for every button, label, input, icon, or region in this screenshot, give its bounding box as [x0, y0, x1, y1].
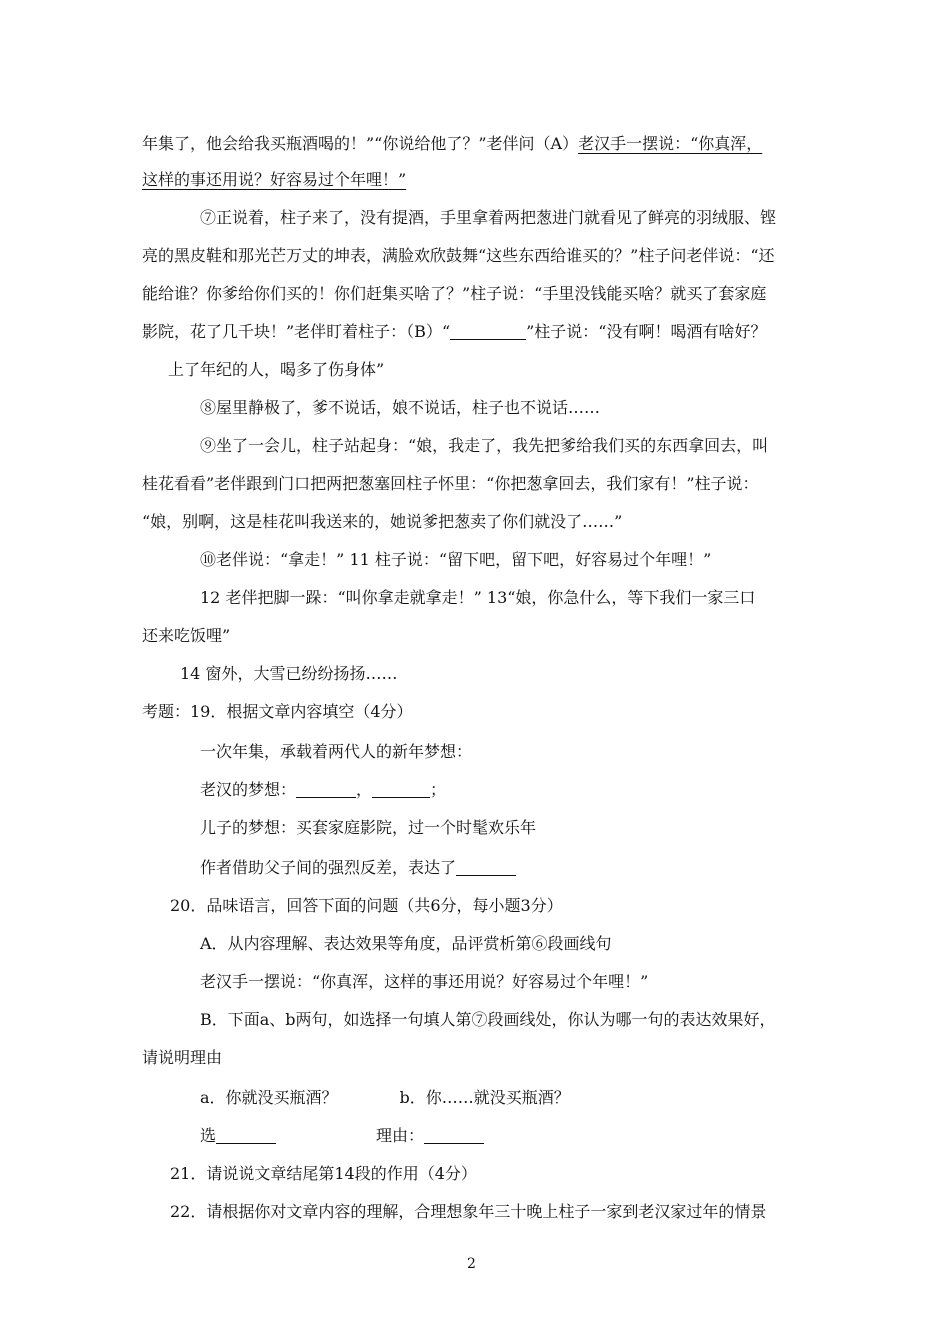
text-segment: 20．品味语言，回答下面的问题（共6分，每小题3分）: [170, 896, 563, 915]
text-segment: 上了年纪的人，喝多了伤身体”: [168, 360, 385, 379]
text-segment: 还来吃饭哩”: [142, 626, 231, 645]
page-number: 2: [467, 1256, 476, 1272]
text-line: [170, 1202, 766, 1222]
text-segment: ；: [430, 780, 447, 799]
text-line: [142, 702, 413, 722]
text-segment: 选: [200, 1126, 217, 1145]
text-line: [142, 626, 230, 646]
answer-blank: [424, 1127, 484, 1144]
text-segment: “娘，别啊，这是桂花叫我送来的，她说爹把葱卖了你们就没了……”: [142, 512, 623, 531]
text-segment: ⑨坐了一会儿，柱子站起身：“娘，我走了，我先把爹给我们买的东西拿回去，叫: [200, 436, 769, 455]
text-line: [200, 818, 536, 838]
text-segment: 影院，花了几千块！”老伴盯着柱子：（B）“: [142, 322, 451, 341]
answer-blank: [456, 859, 516, 876]
text-segment: 亮的黑皮鞋和那光芒万丈的坤表，满脸欢欣鼓舞“这些东西给谁买的？”柱子问老伴说：“还: [142, 246, 775, 265]
text-segment: ⑩老伴说：“拿走！” 11 柱子说：“留下吧，留下吧，好容易过个年哩！”: [200, 550, 712, 569]
text-line: [142, 284, 766, 304]
text-line: [168, 360, 384, 380]
answer-blank: [450, 323, 526, 340]
answer-blank: [216, 1127, 276, 1144]
text-segment: ”柱子说：“没有啊！喝酒有啥好？: [526, 322, 767, 341]
text-segment: 作者借助父子间的强烈反差，表达了: [200, 858, 457, 877]
text-line: [180, 664, 397, 684]
text-line: [200, 398, 600, 418]
underlined-sentence: 老汉手一摆说：“你真浑，: [578, 134, 763, 153]
text-segment: 理由：: [376, 1126, 425, 1145]
text-line: [200, 858, 516, 878]
text-segment: a．你就没买瓶酒？: [200, 1088, 338, 1107]
text-segment: 年集了，他会给我买瓶酒喝的！”“你说给他了？”老伴问（A）: [142, 134, 579, 153]
text-segment: B．下面a、b两句，如选择一句填人第⑦段画线处，你认为哪一句的表达效果好，: [200, 1010, 776, 1029]
text-line: [200, 934, 612, 954]
text-segment: 14 窗外，大雪已纷纷扬扬……: [180, 664, 398, 683]
text-segment: 能给谁？你爹给你们买的！你们赶集买啥了？”柱子说：“手里没钱能买啥？就买了套家庭: [142, 284, 767, 303]
text-segment: 22．请根据你对文章内容的理解，合理想象年三十晚上柱子一家到老汉家过年的情景: [170, 1202, 767, 1221]
text-line: [142, 170, 406, 190]
text-line: [200, 972, 648, 992]
text-line: [200, 1010, 776, 1030]
text-segment: 12 老伴把脚一跺：“叫你拿走就拿走！” 13“娘，你急什么，等下我们一家三口: [200, 588, 756, 607]
text-segment: 桂花看看”老伴跟到门口把两把葱塞回柱子怀里：“你把葱拿回去，我们家有！”柱子说：: [142, 474, 759, 493]
text-segment: 老汉的梦想：: [200, 780, 297, 799]
text-line: [200, 208, 776, 228]
underlined-sentence: 这样的事还用说？好容易过个年哩！”: [142, 170, 407, 189]
text-line: [200, 1126, 484, 1146]
text-segment: b．你……就没买瓶酒？: [399, 1088, 570, 1107]
text-segment: A．从内容理解、表达效果等角度，品评赏析第⑥段画线句: [200, 934, 612, 953]
answer-blank: [372, 781, 430, 798]
text-segment: 请说明理由: [142, 1048, 223, 1067]
text-segment: 考题：19．根据文章内容填空（4分）: [142, 702, 413, 721]
text-line: [142, 512, 622, 532]
text-line: [142, 134, 762, 154]
text-segment: 老汉手一摆说：“你真浑，这样的事还用说？好容易过个年哩！”: [200, 972, 649, 991]
text-line: [200, 742, 472, 762]
text-line: [200, 550, 711, 570]
text-line: [200, 588, 755, 608]
text-line: [170, 1164, 477, 1184]
text-line: [200, 436, 768, 456]
text-segment: ⑧屋里静极了，爹不说话，娘不说话，柱子也不说话……: [200, 398, 601, 417]
text-segment: ，: [356, 780, 373, 799]
answer-blank: [296, 781, 356, 798]
text-line: [200, 1088, 570, 1108]
text-segment: 21．请说说文章结尾第14段的作用（4分）: [170, 1164, 477, 1183]
text-line: [142, 322, 767, 342]
text-segment: 一次年集，承载着两代人的新年梦想：: [200, 742, 473, 761]
text-segment: 儿子的梦想：买套家庭影院，过一个时髦欢乐年: [200, 818, 537, 837]
text-line: [142, 474, 759, 494]
text-line: [200, 780, 446, 800]
text-line: [142, 1048, 222, 1068]
text-line: [170, 896, 563, 916]
text-line: [142, 246, 775, 266]
text-segment: ⑦正说着，柱子来了，没有提酒，手里拿着两把葱进门就看见了鲜亮的羽绒服、铿: [200, 208, 777, 227]
